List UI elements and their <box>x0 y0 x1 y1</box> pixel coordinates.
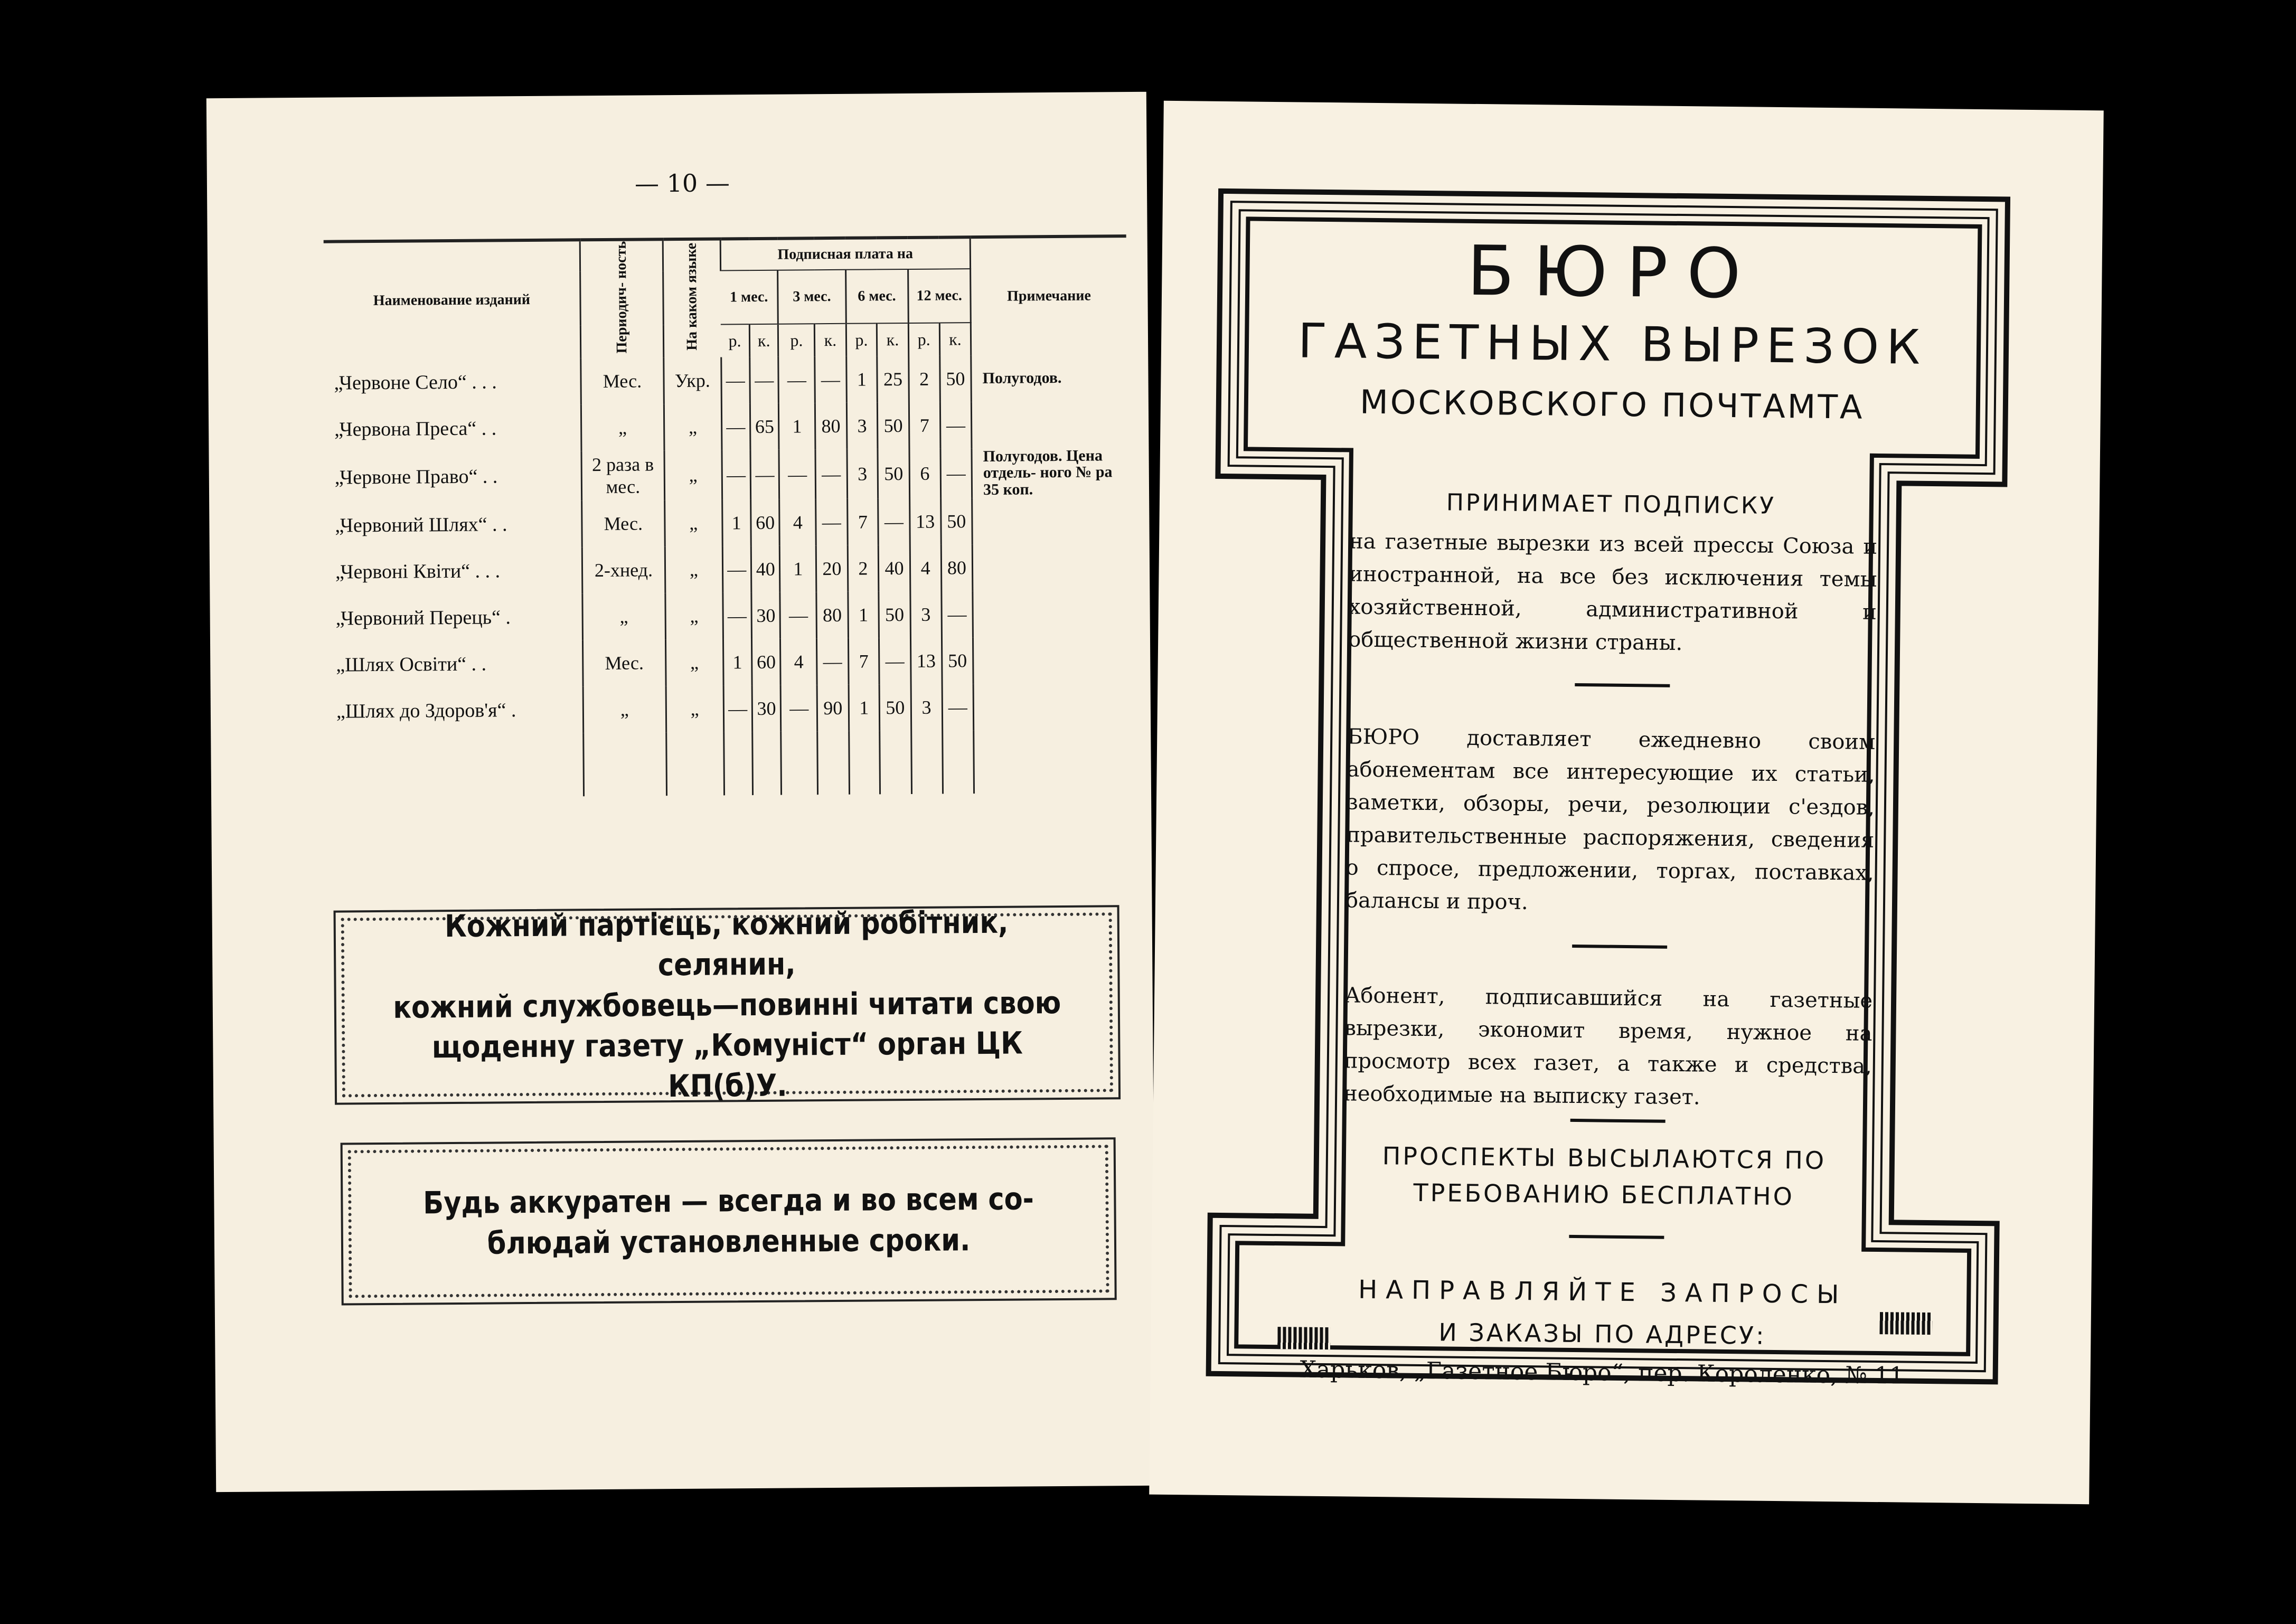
language: „ <box>665 593 723 640</box>
price-12m-kop: 50 <box>940 498 972 544</box>
price-3m-rub: — <box>781 685 817 731</box>
right-page <box>1149 101 2104 1504</box>
table-row <box>327 683 1130 735</box>
price-3m-rub: 4 <box>779 499 816 545</box>
unit-kop: к. <box>815 324 846 356</box>
header-price-group: Подписная плата на <box>720 237 971 270</box>
table-row <box>325 497 1128 549</box>
price-6m-rub: 1 <box>846 356 877 402</box>
price-12m-rub: 3 <box>910 591 942 638</box>
slogan-box-komunist <box>334 905 1121 1104</box>
price-12m-rub: 6 <box>909 448 941 498</box>
unit-rub: р. <box>846 324 877 356</box>
slogan-line: щоденну газету „Комуніст“ орган ЦК КП(б)У. <box>431 1025 1023 1104</box>
address: Харьков, „Газетное Бюро“, пер. Короленко, № 11 <box>1300 1356 1905 1390</box>
header-period-6: 6 мес. <box>845 269 908 324</box>
left-page <box>206 92 1156 1492</box>
periodicity: Мес. <box>581 500 665 547</box>
table-spacer-row <box>327 729 1130 798</box>
price-6m-rub: 1 <box>849 685 880 731</box>
price-12m-kop: — <box>942 684 974 730</box>
header-periodicity: Периодич- ность <box>613 241 631 354</box>
price-6m-kop: — <box>878 498 910 545</box>
price-1m-kop: — <box>750 356 779 403</box>
empty-cell <box>849 731 880 795</box>
publication-name: „Червоні Квіти“ . . . <box>335 560 501 583</box>
price-6m-kop: 40 <box>879 545 910 591</box>
price-1m-kop: 30 <box>752 685 781 732</box>
empty-cell <box>752 732 782 795</box>
table-row <box>324 354 1127 407</box>
periodicity: „ <box>582 593 666 640</box>
delivers-text: БЮРО доставляет ежедневно своим абонементам все интересующие их статьи, заметки, обзоры, речи, резолюции с'ездов, правительственные распоряжения, сведения о спросе, предложении, торгах, поставках, балансы и проч. <box>1345 724 1876 915</box>
note <box>971 401 1127 448</box>
price-1m-kop: 40 <box>751 546 780 592</box>
unit-kop: к. <box>877 323 909 356</box>
price-1m-rub: — <box>721 403 750 450</box>
periodicity: 2-хнед. <box>582 546 665 593</box>
subscription-table <box>324 234 1130 798</box>
header-period-12: 12 мес. <box>908 269 971 323</box>
accepts-text: на газетные вырезки из всей прессы Союза и иностранной, на все без исключения темы хозяйственной, административной и общественной жизни страны. <box>1348 529 1878 656</box>
empty-cell <box>942 730 974 794</box>
publication-name: „Червоний Перець“ . <box>335 606 511 630</box>
price-12m-rub: 7 <box>909 402 940 448</box>
advertisement-frame <box>1198 181 2018 1393</box>
unit-kop: к. <box>749 324 778 357</box>
empty-cell <box>327 733 584 798</box>
orders-address: И ЗАКАЗЫ ПО АДРЕСУ: <box>1438 1318 1766 1350</box>
decorative-hatch <box>1879 1312 1932 1335</box>
publication-name: „Червона Преса“ . . <box>334 417 497 441</box>
page-number: — 10 — <box>634 168 730 198</box>
unit-rub: р. <box>721 325 750 357</box>
price-6m-rub: 3 <box>847 449 878 499</box>
table-row <box>326 590 1129 642</box>
price-12m-kop: — <box>940 402 972 448</box>
price-6m-kop: 50 <box>878 449 909 499</box>
subscriber-text: Абонент, подписавшийся на газетные вырезки, экономит время, нужное на просмотр всех газет, а также и средства, необходимые на выписку газет. <box>1343 983 1873 1110</box>
price-12m-kop: — <box>942 591 973 637</box>
slogan-box-deadlines <box>341 1137 1117 1305</box>
price-1m-rub: 1 <box>722 499 751 546</box>
empty-cell <box>723 732 752 795</box>
price-12m-kop: 80 <box>941 544 973 591</box>
price-3m-kop: — <box>816 499 848 545</box>
slogan-line: блюдай установленные сроки. <box>487 1222 971 1261</box>
price-3m-kop: 80 <box>815 402 847 449</box>
language: „ <box>665 546 722 593</box>
empty-cell <box>817 731 849 795</box>
price-6m-kop: 50 <box>879 684 911 731</box>
language: „ <box>664 450 722 500</box>
empty-cell <box>584 732 667 796</box>
table-row <box>326 543 1129 596</box>
price-6m-kop: 50 <box>878 402 909 449</box>
periodicity: Мес. <box>581 357 664 404</box>
note <box>972 543 1128 591</box>
empty-cell <box>911 731 943 794</box>
price-12m-kop: 50 <box>942 637 973 684</box>
unit-rub: р. <box>908 323 940 356</box>
empty-cell <box>974 729 1130 794</box>
price-6m-kop: 50 <box>879 591 910 638</box>
header-period-1: 1 мес. <box>720 270 778 325</box>
price-1m-rub: — <box>721 357 750 403</box>
price-12m-kop: 50 <box>940 355 972 402</box>
language: „ <box>666 686 723 733</box>
publication-name: „Шлях до Здоров'я“ . <box>336 699 516 723</box>
price-12m-kop: — <box>940 448 972 498</box>
price-1m-kop: 60 <box>751 639 780 685</box>
language: „ <box>666 639 723 686</box>
title-gazetnykh-vyrezok: ГАЗЕТНЫХ ВЫРЕЗОК <box>1297 313 1928 375</box>
header-name: Наименование изданий <box>324 240 581 360</box>
price-6m-kop: 25 <box>877 356 909 402</box>
note <box>973 683 1130 730</box>
price-6m-kop: — <box>879 638 911 684</box>
price-1m-kop: 60 <box>751 499 780 546</box>
price-6m-rub: 7 <box>848 638 879 685</box>
price-3m-kop: — <box>817 638 849 685</box>
price-1m-kop: — <box>750 449 779 499</box>
prospects-line: ТРЕБОВАНИЮ БЕСПЛАТНО <box>1413 1178 1795 1211</box>
slogan-line: Кожний партієць, кожний робітник, селянин, <box>444 904 1009 983</box>
periodicity: „ <box>583 686 666 733</box>
table-body <box>324 354 1130 798</box>
unit-rub: р. <box>778 324 815 357</box>
price-1m-rub: — <box>723 685 752 732</box>
empty-cell <box>781 731 818 795</box>
table-row <box>325 447 1128 503</box>
price-1m-rub: — <box>722 546 751 592</box>
price-12m-rub: 3 <box>911 684 943 731</box>
slogan-line: кожний службовець—повинні читати свою <box>393 984 1061 1025</box>
periodicity: 2 раза в мес. <box>581 450 665 501</box>
price-3m-kop: 90 <box>817 685 849 731</box>
header-period-3: 3 мес. <box>778 270 846 324</box>
language: „ <box>664 403 721 450</box>
accepts-heading: ПРИНИМАЕТ ПОДПИСКУ <box>1446 489 1776 520</box>
price-3m-rub: — <box>779 449 816 499</box>
title-buro: БЮРО <box>1466 230 1761 314</box>
price-3m-kop: — <box>815 449 847 499</box>
price-3m-kop: — <box>815 356 846 402</box>
publication-name: „Червоне Право“ . . <box>334 465 498 489</box>
publication-name: „Червоне Село“ . . . <box>334 371 497 394</box>
header-language: На каком языке <box>683 243 700 351</box>
empty-cell <box>880 731 911 794</box>
price-12m-rub: 2 <box>908 355 940 402</box>
language: „ <box>665 500 722 547</box>
price-12m-rub: 13 <box>909 498 941 545</box>
price-6m-rub: 3 <box>846 402 878 449</box>
note: Полугодов. <box>971 354 1127 402</box>
price-3m-rub: 1 <box>779 403 815 449</box>
price-6m-rub: 2 <box>848 545 879 592</box>
price-3m-rub: — <box>778 356 815 403</box>
price-3m-rub: — <box>780 592 816 638</box>
note: Полугодов. Цена отдель- ного № ра 35 коп. <box>972 447 1128 498</box>
periodicity: „ <box>581 404 664 451</box>
prospects-line: ПРОСПЕКТЫ ВЫСЫЛАЮТСЯ ПО <box>1382 1141 1827 1175</box>
empty-cell <box>666 732 724 796</box>
price-1m-kop: 30 <box>751 592 780 639</box>
title-moskovskogo-pochtamta: МОСКОВСКОГО ПОЧТАМТА <box>1359 382 1865 427</box>
language: Укр. <box>664 357 721 404</box>
note <box>973 636 1130 684</box>
price-6m-rub: 7 <box>847 499 878 545</box>
header-note: Примечание <box>970 236 1127 355</box>
publication-name: „Червоний Шлях“ . . <box>335 513 507 537</box>
price-6m-rub: 1 <box>848 592 879 638</box>
publication-name: „Шлях Освіти“ . . <box>336 653 487 676</box>
note <box>973 590 1129 637</box>
send-requests: НАПРАВЛЯЙТЕ ЗАПРОСЫ <box>1358 1274 1848 1310</box>
price-3m-rub: 1 <box>780 545 816 592</box>
price-3m-kop: 80 <box>816 592 848 638</box>
price-1m-kop: 65 <box>750 403 779 449</box>
unit-kop: к. <box>939 323 971 356</box>
price-1m-rub: — <box>722 450 751 500</box>
price-3m-rub: 4 <box>780 638 817 685</box>
price-12m-rub: 13 <box>910 638 942 684</box>
table-row <box>325 401 1128 453</box>
periodicity: Мес. <box>582 639 666 686</box>
price-1m-rub: — <box>722 592 751 639</box>
note <box>972 497 1128 544</box>
price-3m-kop: 20 <box>816 545 848 592</box>
price-12m-rub: 4 <box>910 545 942 591</box>
table-row <box>326 636 1130 688</box>
slogan-line: Будь аккуратен — всегда и во всем со- <box>422 1181 1034 1221</box>
price-1m-rub: 1 <box>723 639 752 685</box>
prospects-text <box>1200 1136 2008 1217</box>
